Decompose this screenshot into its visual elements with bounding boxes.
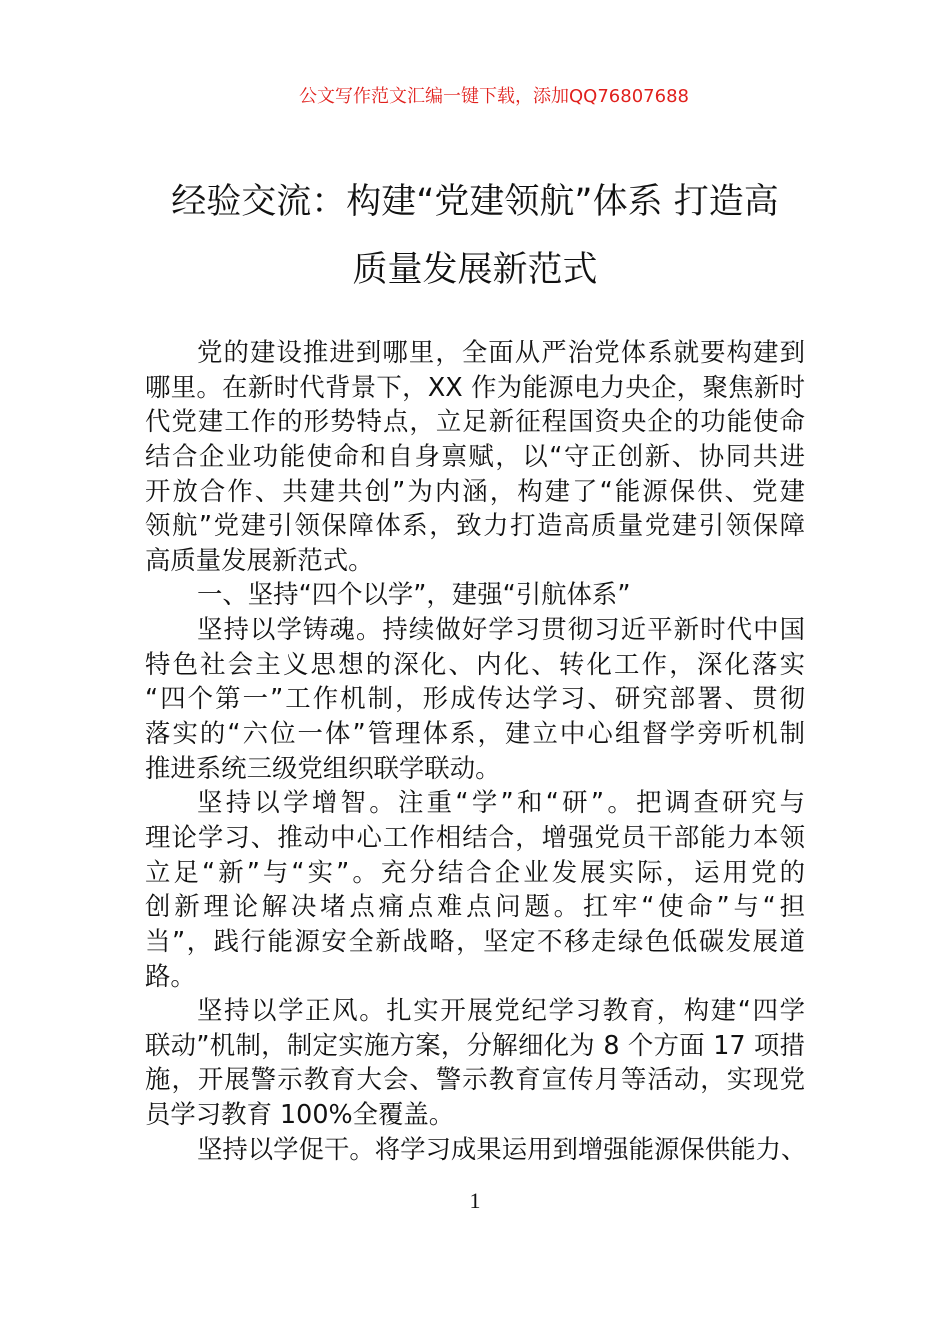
text-line: 特色社会主义思想的深化、内化、转化工作，深化落实 — [145, 648, 805, 679]
text-line: 哪里。在新时代背景下，XX 作为能源电力央企，聚焦新时 — [145, 371, 805, 402]
text-line: “四个第一”工作机制，形成传达学习、研究部署、贯彻 — [145, 683, 805, 714]
text-line: 理论学习、推动中心工作相结合，增强党员干部能力本领 — [145, 821, 805, 852]
text-line: 领航”党建引领保障体系，致力打造高质量党建引领保障 — [145, 510, 805, 541]
text-line: 结合企业功能使命和自身禀赋，以“守正创新、协同共进 — [145, 440, 805, 471]
text-line: 推进系统三级党组织联学联动。 — [145, 752, 501, 783]
title-line: 经验交流：构建“党建领航”体系 打造高 — [171, 182, 779, 222]
text-line: 当”，践行能源安全新战略，坚定不移走绿色低碳发展道 — [145, 925, 805, 956]
text-line: 开放合作、共建共创”为内涵，构建了“能源保供、党建 — [145, 475, 805, 506]
text-line: 代党建工作的形势特点，立足新征程国资央企的功能使命 — [145, 406, 805, 437]
document-title — [140, 168, 810, 304]
text-line: 施，开展警示教育大会、警示教育宣传月等活动，实现党 — [145, 1064, 805, 1095]
paragraph — [145, 612, 805, 785]
text-line: 员学习教育 100%全覆盖。 — [145, 1099, 455, 1130]
text-line: 路。 — [145, 960, 196, 991]
paragraph — [145, 335, 805, 577]
paragraph — [145, 1132, 805, 1167]
text-line: 联动”机制，制定实施方案，分解细化为 8 个方面 17 项措 — [145, 1029, 805, 1060]
text-line: 落实的“六位一体”管理体系，建立中心组督学旁听机制 — [145, 718, 805, 749]
text-line: 创新理论解决堵点痛点难点问题。扛牢“使命”与“担 — [145, 891, 805, 922]
text-line: 一、坚持“四个以学”，建强“引航体系” — [197, 579, 631, 610]
paragraph — [145, 993, 805, 1132]
text-line: 党的建设推进到哪里，全面从严治党体系就要构建到 — [197, 337, 805, 367]
section-heading — [145, 577, 805, 612]
page-number: 1 — [469, 1188, 481, 1213]
text-line: 坚持以学促干。将学习成果运用到增强能源保供能力、 — [197, 1133, 807, 1164]
document-body — [145, 335, 805, 1166]
text-line: 坚持以学铸魂。持续做好学习贯彻习近平新时代中国 — [197, 614, 805, 645]
watermark-header-note: 公文写作范文汇编一键下载，添加QQ76807688 — [299, 86, 689, 107]
text-line: 立足“新”与“实”。充分结合企业发展实际，运用党的 — [145, 856, 805, 887]
paragraph — [145, 785, 805, 993]
title-line: 质量发展新范式 — [352, 250, 598, 290]
text-line: 坚持以学正风。扎实开展党纪学习教育，构建“四学 — [197, 995, 805, 1026]
text-line: 坚持以学增智。注重“学”和“研”。把调查研究与 — [197, 787, 805, 818]
text-line: 高质量发展新范式。 — [145, 544, 374, 575]
